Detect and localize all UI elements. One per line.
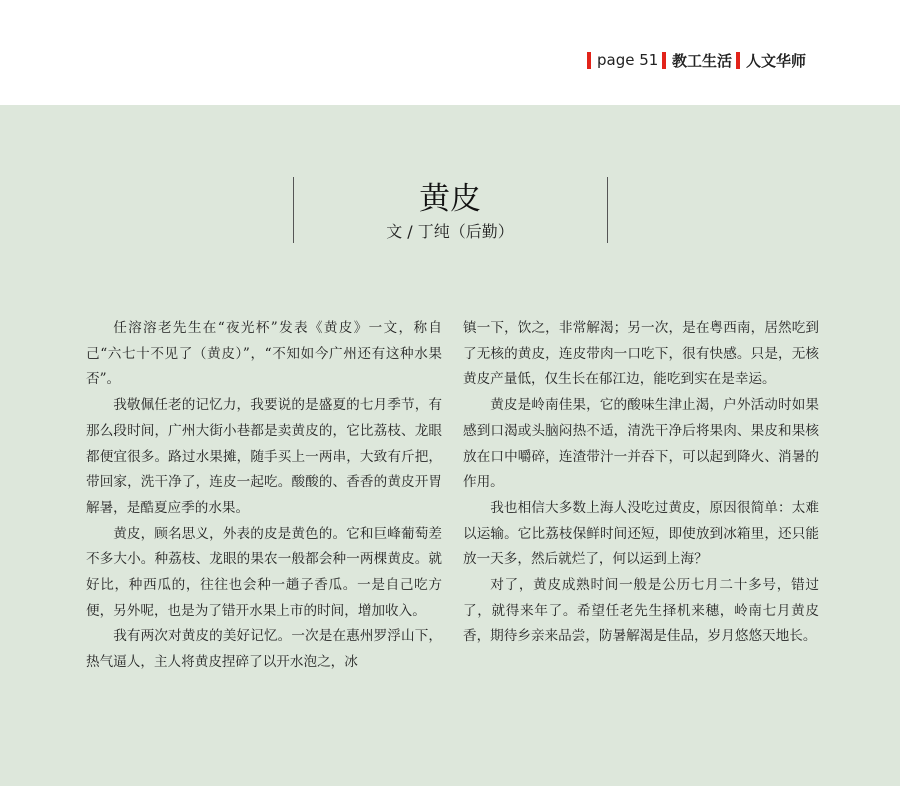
- page-header: [0, 0, 900, 105]
- red-bar-marker: [662, 52, 666, 69]
- section-name: 教工生活: [672, 51, 733, 70]
- paragraph: 对了，黄皮成熟时间一般是公历七月二十多号，错过了，就得来年了。希望任老先生择机来穗，岭南七月黄皮香，期待乡亲来品尝，防暑解渴是佳品，岁月悠悠天地长。: [463, 577, 819, 645]
- page-number-tag: [587, 50, 658, 70]
- article-title: 黄皮: [419, 181, 481, 217]
- paragraph-continuation: 镇一下，饮之，非常解渴；另一次，是在粤西南，居然吃到了无核的黄皮，连皮带肉一口吃下，很有快感。只是，无核黄皮产量低，仅生长在郁江边，能吃到实在是幸运。: [463, 320, 819, 388]
- text-column-right: [463, 316, 819, 650]
- column-tag: [736, 50, 806, 70]
- paragraph: 我也相信大多数上海人没吃过黄皮，原因很简单：太难以运输。它比荔枝保鲜时间还短，即使放到冰箱里，还只能放一天多，然后就烂了，何以运到上海？: [463, 499, 819, 568]
- column-name: 人文华师: [746, 51, 807, 70]
- paragraph: 任溶溶老先生在“夜光杯”发表《黄皮》一文，称自己“六七十不见了（黄皮）”，“不知如今广州还有这种水果否”。: [86, 320, 442, 388]
- page-number: page 51: [597, 51, 659, 69]
- section-tag: [662, 50, 732, 70]
- red-bar-marker: [736, 52, 740, 69]
- red-bar-marker: [587, 52, 591, 69]
- paragraph: 黄皮是岭南佳果，它的酸味生津止渴，户外活动时如果感到口渴或头脑闷热不适，清洗干净后将果肉、果皮和果核放在口中嚼碎，连渣带汁一并吞下，可以起到降火、消暑的作用。: [463, 397, 819, 491]
- paragraph: 我敬佩任老的记忆力，我要说的是盛夏的七月季节，有那么段时间，广州大街小巷都是卖黄皮的，它比荔枝、龙眼都便宜很多。路过水果摊，随手买上一两串，大致有斤把，带回家，洗干净了，连皮一起吃。酸酸的、香香的黄皮开胃解暑，是酷夏应季的水果。: [86, 397, 442, 516]
- article-byline: 文 / 丁纯（后勤）: [386, 222, 514, 241]
- paragraph: 黄皮，顾名思义，外表的皮是黄色的。它和巨峰葡萄差不多大小。种荔枝、龙眼的果农一般都会种一两棵黄皮。就好比，种西瓜的，往往也会种一趟子香瓜。一是自己吃方便，另外呢，也是为了错开水果上市的时间，增加收入。: [86, 525, 442, 619]
- text-column-left: [86, 316, 442, 676]
- paragraph: 我有两次对黄皮的美好记忆。一次是在惠州罗浮山下，热气逼人，主人将黄皮捏碎了以开水泡之，冰: [86, 628, 442, 671]
